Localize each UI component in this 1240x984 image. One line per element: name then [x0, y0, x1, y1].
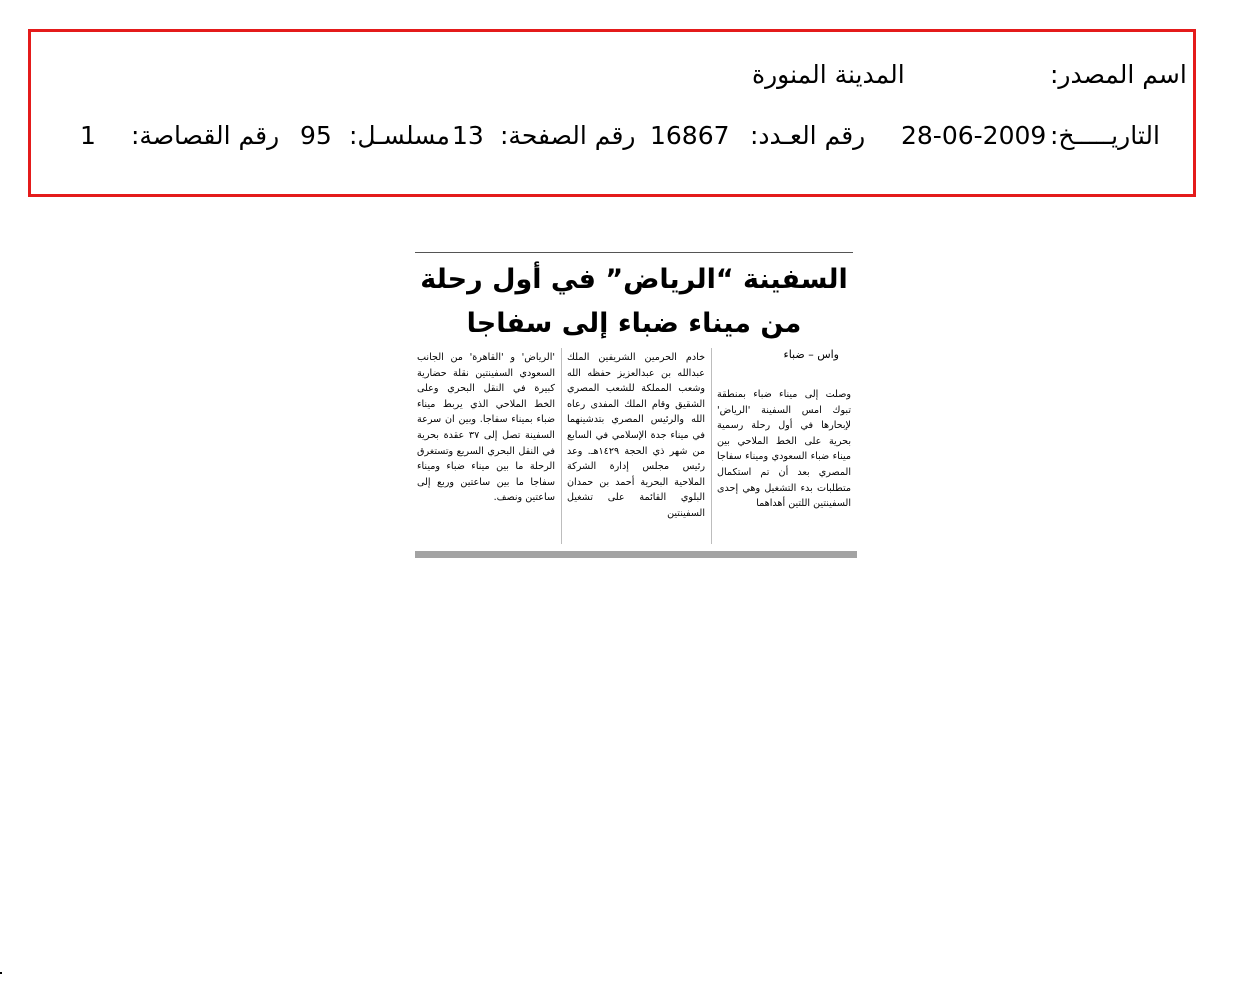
top-rule — [415, 252, 853, 253]
clipping-metadata-box — [28, 29, 1196, 197]
source-label: اسم المصدر: — [1050, 60, 1187, 89]
date-value: 28-06-2009 — [901, 121, 1047, 150]
serial-value: 95 — [300, 121, 332, 150]
issue-value: 16867 — [650, 121, 730, 150]
newspaper-clipping — [415, 252, 857, 558]
bottom-rule — [415, 551, 857, 558]
date-label: التاريـــــخ: — [1050, 121, 1160, 150]
page-value: 13 — [452, 121, 484, 150]
clipping-number-value: 1 — [80, 121, 96, 150]
page-label: رقم الصفحة: — [500, 121, 636, 150]
column-divider — [561, 348, 562, 544]
article-column-1: وصلت إلى ميناء ضباء بمنطقة تبوك امس السفينة 'الرياض' لإبحارها في أول رحلة رسمية بحرية على الخط الملاحي بين ميناء ضباء السعودي وميناء سفاجا المصري بعد أن تم استكمال متطلبات بدء التشغيل وهي إحدى السفينتين اللتين أهداهما — [717, 389, 851, 510]
headline-line-2: من ميناء ضباء إلى سفاجا — [466, 308, 802, 339]
serial-label: مسلسـل: — [349, 121, 450, 150]
corner-mark — [0, 972, 2, 974]
issue-label: رقم العـدد: — [750, 121, 866, 150]
clipping-number-label: رقم القصاصة: — [131, 121, 280, 150]
article-column-3: 'الرياض' و 'القاهرة' من الجانب السعودي السفينتين نقلة حضارية كبيرة في النقل البحري وعلى الخط الملاحي الذي يربط ميناء ضباء بميناء سفاجا. وبين ان سرعة السفينة تصل إلى ٣٧ عقدة بحرية في النقل البحري السريع وتستغرق الرحلة ما بين ميناء ضباء وميناء سفاجا ما بين ساعتين وربع إلى ساعتين ونصف. — [417, 352, 555, 504]
headline-line-1: السفينة “الرياض” في أول رحلة — [420, 264, 848, 295]
byline: واس – ضباء — [783, 348, 839, 361]
article-column-2: خادم الحرمين الشريفين الملك عبدالله بن عبدالعزيز حفظه الله وشعب المملكة للشعب المصري الشقيق وقام الملك المفدى رعاه الله والرئيس المصري بتدشينهما في ميناء جدة الإسلامي في السابع من شهر ذي الحجة ١٤٢٩هـ. وعد رئيس مجلس إدارة الشركة الملاحية البحرية أحمد بن حمدان البلوي القائمة على تشغيل السفينتين — [567, 352, 705, 519]
column-divider — [711, 348, 712, 544]
source-value: المدينة المنورة — [752, 60, 905, 89]
